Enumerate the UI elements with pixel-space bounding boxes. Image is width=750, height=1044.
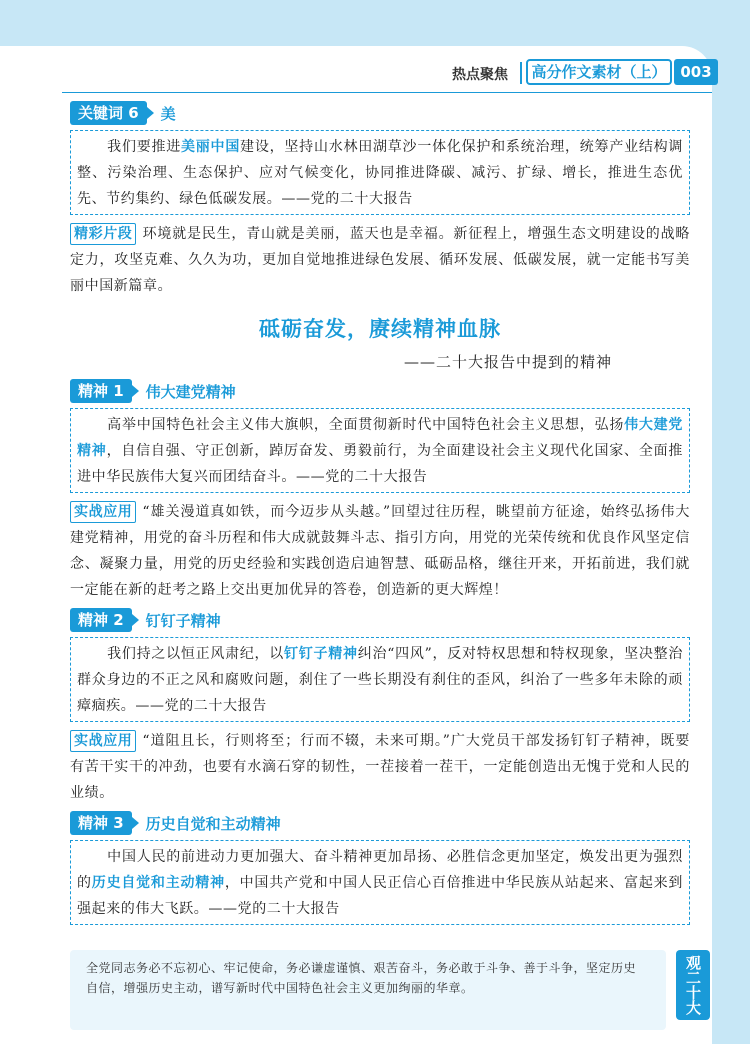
spirit2-tag: 精神 2 xyxy=(70,608,132,632)
spirit1-quote-post: ，自信自强、守正创新，踔厉奋发、勇毅前行，为全面建设社会主义现代化国家、全面推进中华民族伟大复兴而团结奋斗。——党的二十大报告 xyxy=(77,443,683,485)
spirit2-quote xyxy=(70,637,690,722)
side-tab: 观二十大 xyxy=(676,950,710,1020)
spirit3-quote-post: ，中国共产党和中国人民正信心百倍推进中华民族从站起来、富起来到强起来的伟大飞跃。——党的二十大报告 xyxy=(77,875,683,917)
right-margin-strip xyxy=(712,100,750,1044)
keyword6-header xyxy=(70,100,690,126)
spirit2-quote-highlight: 钉钉子精神 xyxy=(284,646,358,662)
spirit2-quote-pre: 我们持之以恒正风肃纪，以 xyxy=(107,646,285,662)
spirit3-header xyxy=(70,810,690,836)
keyword6-quote-highlight: 美丽中国 xyxy=(181,139,241,155)
header-divider xyxy=(62,92,712,93)
spirit1-tag: 精神 1 xyxy=(70,379,132,403)
section-subtitle: ——二十大报告中提到的精神 xyxy=(403,353,612,371)
spirit3-tag: 精神 3 xyxy=(70,811,132,835)
page-number: 003 xyxy=(674,59,718,85)
hot-label: 热点聚焦 xyxy=(452,67,508,83)
spirit2-quote-post: 纠治“四风”，反对特权思想和特权现象，坚决整治群众身边的不正之风和腐败问题，刹住了一些长期没有刹住的歪风，纠治了一些多年未除的顽瘴痼疾。——党的二十大报告 xyxy=(77,646,683,714)
spirit1-paragraph xyxy=(70,499,690,603)
spirit2-header xyxy=(70,607,690,633)
keyword6-paragraph xyxy=(70,221,690,299)
spirit2-paragraph-text: “道阻且长，行则将至；行而不辍，未来可期。”广大党员干部发扬钉钉子精神，既要有苦干实干的冲劲，也要有水滴石穿的韧性，一茬接着一茬干，一定能创造出无愧于党和人民的业绩。 xyxy=(70,733,690,801)
spirit3-quote-highlight: 历史自觉和主动精神 xyxy=(91,875,225,891)
spirit1-header xyxy=(70,378,690,404)
keyword6-tag: 关键词 6 xyxy=(70,101,147,125)
footer-quote: 全党同志务必不忘初心、牢记使命，务必谦虚谨慎、艰苦奋斗，务必敢于斗争、善于斗争，坚定历史自信，增强历史主动，谱写新时代中国特色社会主义更加绚丽的华章。 xyxy=(86,961,637,995)
keyword6-title: 美 xyxy=(160,104,176,123)
spirit1-quote xyxy=(70,408,690,493)
header-separator xyxy=(520,62,522,84)
spirit2-paragraph xyxy=(70,728,690,806)
spirit2-title: 钉钉子精神 xyxy=(145,611,221,630)
spirit1-quote-highlight: 伟大建党精神 xyxy=(77,417,684,459)
page-header xyxy=(0,58,712,88)
topic-title: 高分作文素材（上） xyxy=(526,59,672,85)
spirit3-quote xyxy=(70,840,690,925)
spirit1-badge: 实战应用 xyxy=(70,501,136,523)
keyword6-paragraph-text: 环境就是民生，青山就是美丽，蓝天也是幸福。新征程上，增强生态文明建设的战略定力，攻坚克难、久久为功，更加自觉地推进绿色发展、循环发展、低碳发展，就一定能书写美丽中国新篇章。 xyxy=(70,226,690,294)
spirit1-quote-pre: 高举中国特色社会主义伟大旗帜，全面贯彻新时代中国特色社会主义思想，弘扬 xyxy=(107,417,625,433)
main-content xyxy=(70,100,690,925)
section-title: 砥砺奋发，赓续精神血脉 xyxy=(259,317,501,341)
spirit3-title: 历史自觉和主动精神 xyxy=(145,814,281,833)
spirit2-badge: 实战应用 xyxy=(70,730,136,752)
spirit1-title: 伟大建党精神 xyxy=(145,382,236,401)
keyword6-badge: 精彩片段 xyxy=(70,223,136,245)
keyword6-quote xyxy=(70,130,690,215)
keyword6-quote-pre: 我们要推进 xyxy=(107,139,182,155)
keyword6-quote-post: 建设，坚持山水林田湖草沙一体化保护和系统治理，统筹产业结构调整、污染治理、生态保护、应对气候变化，协同推进降碳、减污、扩绿、增长，推进生态优先、节约集约、绿色低碳发展。——党的二十大报告 xyxy=(77,139,683,207)
spirit3-quote-pre: 中国人民的前进动力更加强大、奋斗精神更加昂扬、必胜信念更加坚定，焕发出更为强烈的 xyxy=(77,849,683,891)
spirit1-paragraph-text: “雄关漫道真如铁，而今迈步从头越。”回望过往历程，眺望前方征途，始终弘扬伟大建党精神，用党的奋斗历程和伟大成就鼓舞斗志、指引方向，用党的光荣传统和优良作风坚定信念、凝聚力量，用党的历史经验和实践创造启迪智慧、砥砺品格，继往开来，开拓前进，我们就一定能在新的赶考之路上交出更加优异的答卷，创造新的更大辉煌！ xyxy=(70,504,690,598)
